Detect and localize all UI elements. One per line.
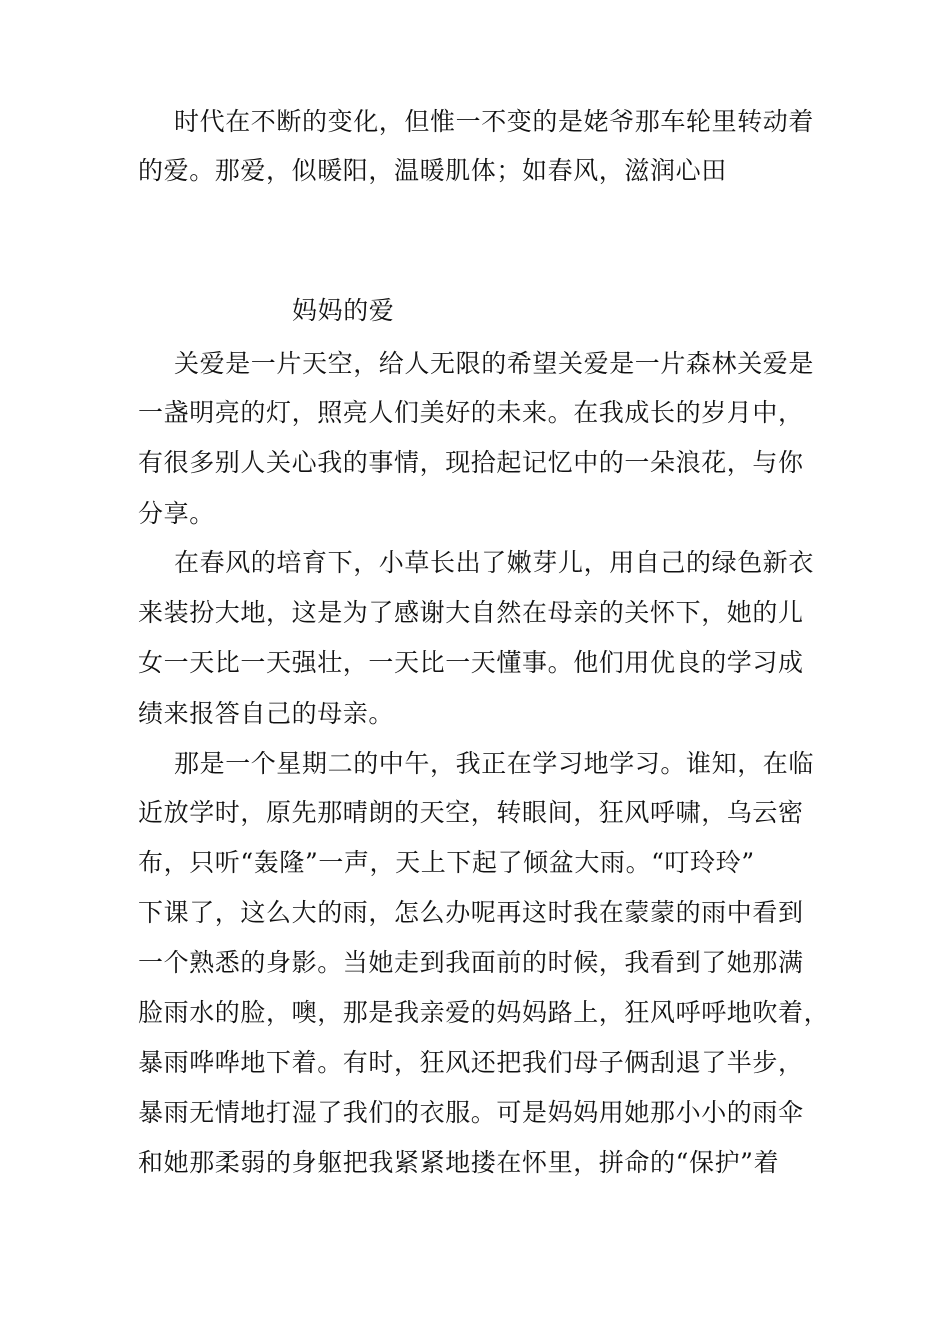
paragraph3-line-2: 近放学时，原先那晴朗的天空，转眼间，狂风呼啸，乌云密 — [138, 798, 804, 827]
paragraph3-line-9: 和她那柔弱的身躯把我紧紧地搂在怀里，拼命的“保护”着 — [138, 1148, 780, 1177]
paragraph1-line-4: 分享。 — [138, 499, 215, 528]
intro-line-1: 时代在不断的变化，但惟一不变的是姥爷那车轮里转动着 — [174, 107, 815, 136]
paragraph1-line-2: 一盏明亮的灯，照亮人们美好的未来。在我成长的岁月中， — [138, 398, 804, 427]
essay-title: 妈妈的爱 — [292, 296, 395, 325]
paragraph1-line-3: 有很多别人关心我的事情，现拾起记忆中的一朵浪花，与你 — [138, 448, 804, 477]
paragraph3-line-6: 脸雨水的脸，噢，那是我亲爱的妈妈路上，狂风呼呼地吹着， — [138, 998, 830, 1027]
paragraph3-line-1: 那是一个星期二的中午，我正在学习地学习。谁知，在临 — [174, 749, 815, 778]
paragraph1-line-1: 关爱是一片天空，给人无限的希望关爱是一片森林关爱是 — [174, 349, 815, 378]
paragraph3-line-5: 一个熟悉的身影。当她走到我面前的时候，我看到了她那满 — [138, 948, 804, 977]
paragraph3-line-8: 暴雨无情地打湿了我们的衣服。可是妈妈用她那小小的雨伞 — [138, 1098, 804, 1127]
paragraph3-line-3: 布，只听“轰隆”一声，天上下起了倾盆大雨。“叮玲玲” — [138, 848, 755, 877]
paragraph2-line-3: 女一天比一天强壮，一天比一天懂事。他们用优良的学习成 — [138, 648, 804, 677]
paragraph2-line-2: 来装扮大地，这是为了感谢大自然在母亲的关怀下，她的儿 — [138, 598, 804, 627]
paragraph2-line-4: 绩来报答自己的母亲。 — [138, 699, 395, 728]
paragraph3-line-7: 暴雨哗哗地下着。有时，狂风还把我们母子俩刮退了半步， — [138, 1048, 804, 1077]
paragraph3-line-4: 下课了，这么大的雨，怎么办呢再这时我在蒙蒙的雨中看到 — [138, 898, 804, 927]
intro-line-2: 的爱。那爱，似暖阳，温暖肌体；如春风，滋润心田 — [138, 156, 727, 185]
paragraph2-line-1: 在春风的培育下，小草长出了嫩芽儿，用自己的绿色新衣 — [174, 548, 815, 577]
